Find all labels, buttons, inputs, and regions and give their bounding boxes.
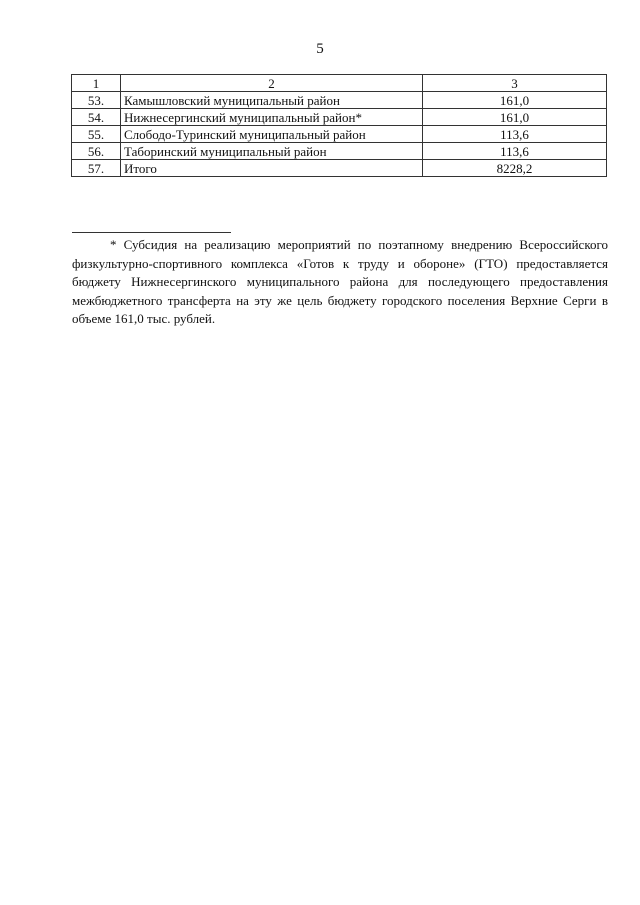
header-cell: 3 — [423, 75, 607, 92]
table-row — [72, 143, 607, 160]
table-row — [72, 109, 607, 126]
table-row — [72, 126, 607, 143]
row-name-cell: Итого — [121, 160, 423, 177]
page-number: 5 — [316, 41, 324, 57]
subsidy-table — [71, 74, 607, 177]
footnote-text: * Субсидия на реализацию мероприятий по поэтапному внедрению Всероссийского физкультурно-спортивного комплекса «Готов к труду и обороне» (ГТО) предоставляется бюджету Нижнесергинского муниципального района для последующего предоставления межбюджетного трансферта на эту же цель бюджету городского поселения Верхние Серги в объеме 161,0 тыс. рублей. — [72, 237, 608, 326]
row-value-cell: 161,0 — [423, 109, 607, 126]
row-number-cell: 53. — [72, 92, 121, 109]
table-total-row — [72, 160, 607, 177]
table-row — [72, 92, 607, 109]
row-number-cell: 56. — [72, 143, 121, 160]
row-name-cell: Таборинский муниципальный район — [121, 143, 423, 160]
footnote-divider — [72, 232, 231, 233]
row-name-cell: Нижнесергинский муниципальный район* — [121, 109, 423, 126]
row-name-cell: Слободо-Туринский муниципальный район — [121, 126, 423, 143]
row-name-cell: Камышловский муниципальный район — [121, 92, 423, 109]
row-number-cell: 55. — [72, 126, 121, 143]
row-value-cell: 161,0 — [423, 92, 607, 109]
header-cell: 2 — [121, 75, 423, 92]
table-header-row — [72, 75, 607, 92]
row-value-cell: 113,6 — [423, 126, 607, 143]
header-cell: 1 — [72, 75, 121, 92]
row-value-cell: 113,6 — [423, 143, 607, 160]
row-number-cell: 54. — [72, 109, 121, 126]
row-value-cell: 8228,2 — [423, 160, 607, 177]
row-number-cell: 57. — [72, 160, 121, 177]
